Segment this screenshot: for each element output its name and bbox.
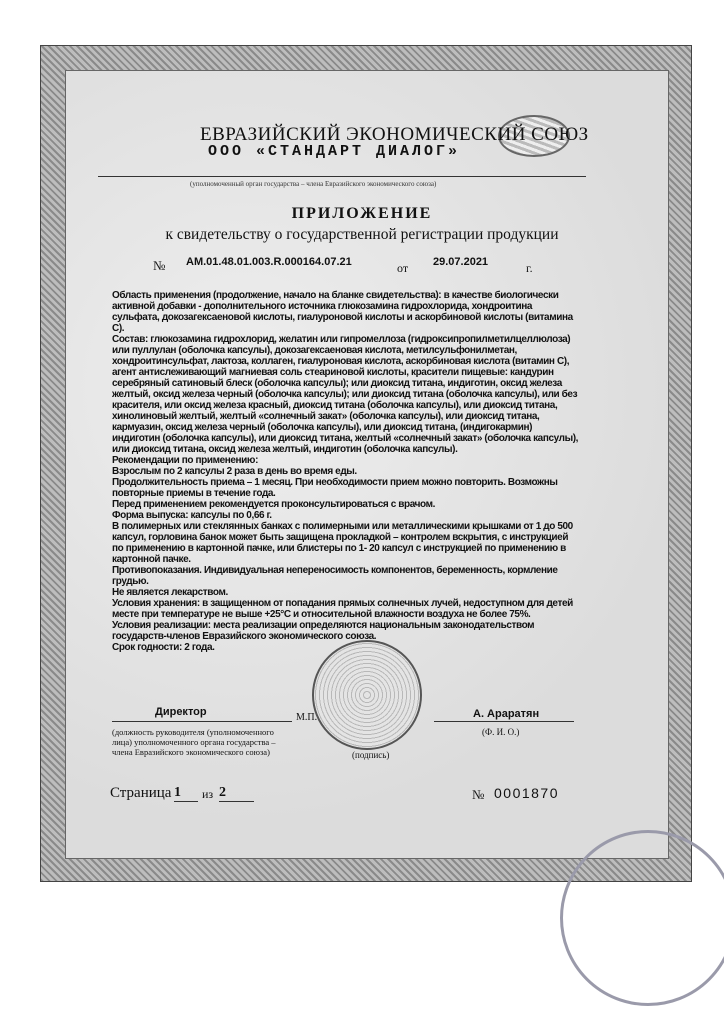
document-title: ПРИЛОЖЕНИЕ <box>291 205 433 222</box>
round-seal-icon <box>312 640 422 750</box>
page-label: Страница <box>110 785 172 801</box>
signer-name: А. Араратян <box>473 708 540 720</box>
organization-caption: (уполномоченный орган государства – члена Евразийского экономического союза) <box>190 180 437 188</box>
organization-name: ООО «СТАНДАРТ ДИАЛОГ» <box>208 143 461 160</box>
name-line <box>434 721 574 722</box>
total-pages: 2 <box>219 785 254 802</box>
of-label: из <box>202 787 214 801</box>
packaging-paragraph: В полимерных или стеклянных банках с полимерными или металлическими крышками от 1 до 500 капсул, горловина банок может быть защищена прокладкой – контролем вскрытия, с инструкцией по применению в картонной пачке, или блистеры по 1- 20 капсул с инструкцией по применению в картонной пачке. <box>112 521 573 565</box>
blank-number: 0001870 <box>494 785 560 801</box>
year-suffix: г. <box>526 261 533 275</box>
document-body <box>112 290 580 653</box>
shelf-life-paragraph: Срок годности: 2 года. <box>112 642 215 653</box>
page-number: 1 <box>174 785 198 802</box>
duration-paragraph: Продолжительность приема – 1 месяц. При необходимости прием можно повторить. Возможны повторные приемы в течение года. <box>112 477 558 499</box>
consult-paragraph: Перед применением рекомендуется проконсультироваться с врачом. <box>112 499 435 510</box>
registration-number: AM.01.48.01.003.R.000164.07.21 <box>186 256 352 268</box>
corner-stamp-icon <box>560 830 724 1006</box>
not-medicine-paragraph: Не является лекарством. <box>112 587 228 598</box>
recommendations-heading: Рекомендации по применению: <box>112 455 259 466</box>
storage-paragraph: Условия хранения: в защищенном от попадания прямых солнечных лучей, недоступном для детей месте при температуре не выше +25°С и относительной влажности воздуха не более 75%. <box>112 598 573 620</box>
release-form-paragraph: Форма выпуска: капсулы по 0,66 г. <box>112 510 272 521</box>
dosage-paragraph: Взрослым по 2 капсулы 2 раза в день во время еды. <box>112 466 357 477</box>
contraindications-paragraph: Противопоказания. Индивидуальная непереносимость компонентов, беременность, кормление грудью. <box>112 565 558 587</box>
blank-number-label: № <box>472 787 485 802</box>
divider <box>98 176 586 177</box>
document-subtitle: к свидетельству о государственной регистрации продукции <box>165 226 559 243</box>
position-line <box>112 721 292 722</box>
name-caption: (Ф. И. О.) <box>482 727 520 737</box>
signer-position: Директор <box>155 706 207 718</box>
union-name: ЕВРАЗИЙСКИЙ ЭКОНОМИЧЕСКИЙ СОЮЗ <box>200 124 589 145</box>
seal-place-label: М.П. <box>296 712 318 723</box>
sale-paragraph: Условия реализации: места реализации определяются национальным законодательством государств-членов Евразийского экономического союза. <box>112 620 535 642</box>
date-from-label: от <box>397 261 409 275</box>
signature-caption: (подпись) <box>352 750 390 760</box>
composition-paragraph: Состав: глюкозамина гидрохлорид, желатин или гипромеллоза (гидроксипропилметилцеллюлоза) или пуллулан (оболочка капсулы), докозагексаеновая кислота, метилсульфонилметан, хондроитинсульфат, лактоза, коллаген, гиалуроновая кислота, аскорбиновая кислота (витамин С), агент антислеживающий магниевая соль стеариновой кислоты, красители пищевые: кандурин серебряный сатиновый блеск (оболочка капсулы); или диоксид титана, индиготин, оксид железа желтый, оксид железа черный (оболочка капсулы); или диоксид титана (оболочка капсулы), или без красителя, или оксид железа красный, диоксид титана (оболочка капсулы), или диоксид титана, хинолиновый желтый, желтый «солнечный закат» (оболочка капсулы), или диоксид титана, кармуазин, оксид железа черный (оболочка капсулы), или диоксид титана, (индигокармин) индиготин (оболочка капсулы), или диоксид титана, желтый «солнечный закат» (оболочка капсулы), или диоксид титана, оксид железа желтый, индиготин (оболочка капсулы). <box>112 334 579 455</box>
position-caption: (должность руководителя (уполномоченного лица) уполномоченного органа государства – члена Евразийского экономического союза) <box>112 727 276 757</box>
number-label: № <box>153 258 166 273</box>
registration-date: 29.07.2021 <box>433 256 489 268</box>
scope-paragraph: Область применения (продолжение, начало на бланке свидетельства): в качестве биологически активной добавки - дополнительного источника глюкозамина гидрохлорида, хондроитина сульфата, докозагексаеновой кислоты, гиалуроновой кислоты и аскорбиновой кислоты (витамина С). <box>112 290 573 334</box>
